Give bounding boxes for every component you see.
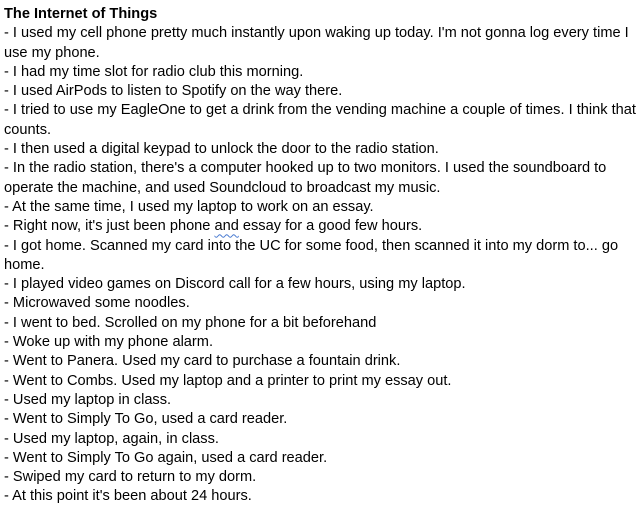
log-entry: - I used my cell phone pretty much instantly upon waking up today. I'm not gonna log every time I use my phone. xyxy=(4,25,629,61)
log-entry: - Woke up with my phone alarm. xyxy=(4,334,213,351)
spellcheck-flagged-word[interactable]: and xyxy=(214,218,239,235)
document-body xyxy=(4,5,637,507)
log-entry: - Swiped my card to return to my dorm. xyxy=(4,469,257,486)
log-entry: - Went to Panera. Used my card to purchase a fountain drink. xyxy=(4,353,401,370)
log-entry: - At the same time, I used my laptop to work on an essay. xyxy=(4,198,374,215)
log-entry: - Used my laptop, again, in class. xyxy=(4,430,219,447)
log-entry xyxy=(4,217,637,236)
log-entry: - I got home. Scanned my card into the UC for some food, then scanned it into my dorm to... go home. xyxy=(4,237,619,273)
log-entry: - Used my laptop in class. xyxy=(4,391,172,408)
log-entry: - I tried to use my EagleOne to get a drink from the vending machine a couple of times. I think that counts. xyxy=(4,102,636,138)
log-entry-text: - Right now, it's just been phone xyxy=(4,218,215,235)
log-entry: - Went to Simply To Go, used a card reader. xyxy=(4,411,288,428)
document-title: The Internet of Things xyxy=(4,6,158,22)
log-entry: - I used AirPods to listen to Spotify on the way there. xyxy=(4,83,343,100)
log-entry: - I went to bed. Scrolled on my phone for a bit beforehand xyxy=(4,314,377,331)
log-entry: - I had my time slot for radio club this morning. xyxy=(4,63,304,80)
log-entry-list xyxy=(4,24,637,506)
log-entry: - Went to Simply To Go again, used a card reader. xyxy=(4,449,328,466)
log-entry-text: essay for a good few hours. xyxy=(238,218,423,235)
log-entry: - At this point it's been about 24 hours. xyxy=(4,488,252,505)
log-entry: - Microwaved some noodles. xyxy=(4,295,190,312)
log-entry: - I played video games on Discord call for a few hours, using my laptop. xyxy=(4,276,466,293)
log-entry: - Went to Combs. Used my laptop and a printer to print my essay out. xyxy=(4,372,452,389)
log-entry: - I then used a digital keypad to unlock the door to the radio station. xyxy=(4,141,439,158)
log-entry: - In the radio station, there's a computer hooked up to two monitors. I used the soundboard to operate the machine, and used Soundcloud to broadcast my music. xyxy=(4,160,607,196)
